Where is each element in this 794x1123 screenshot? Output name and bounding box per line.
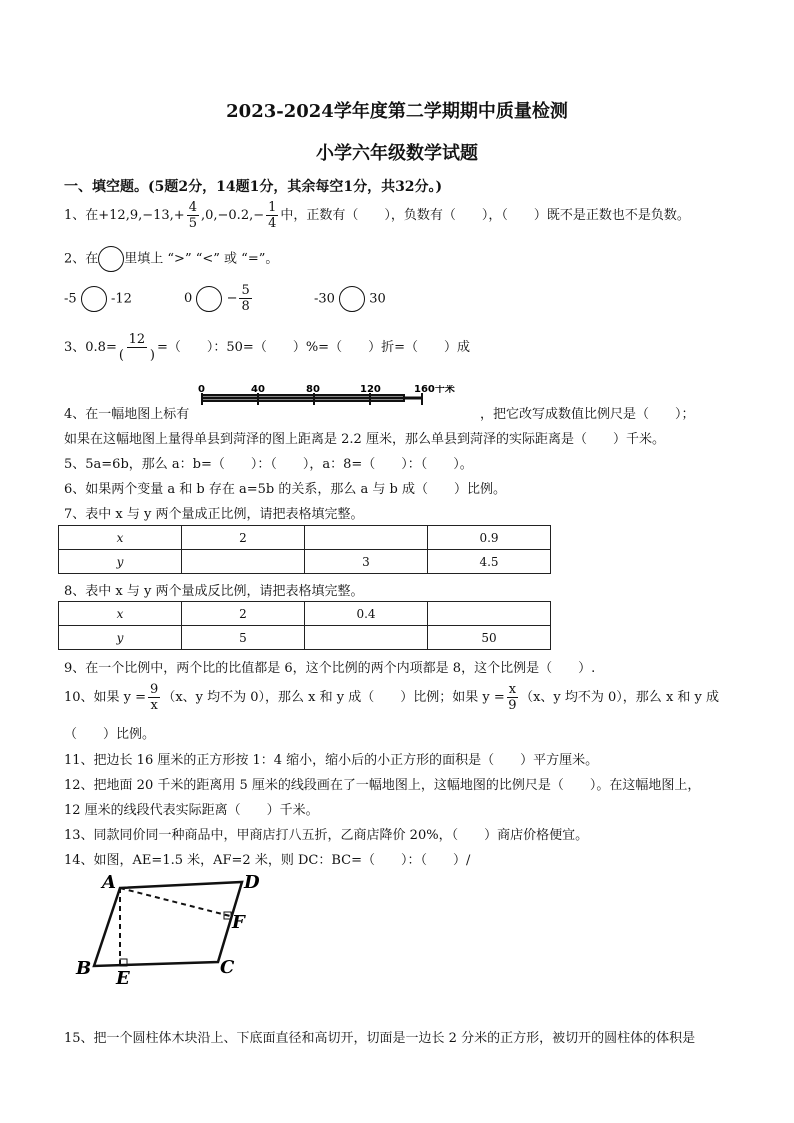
cell bbox=[182, 550, 305, 574]
point-label: D bbox=[244, 872, 260, 893]
fraction: $\frac{5}{8}$ bbox=[241, 283, 250, 314]
point-label: A bbox=[102, 872, 116, 893]
cell bbox=[305, 526, 428, 550]
table-row bbox=[59, 526, 551, 550]
question-13: 13、同款同价同一种商品中，甲商店打八五折，乙商店降价 20%，（ ）商店价格便宜。 bbox=[64, 828, 589, 843]
scale-tick: 40 bbox=[251, 385, 265, 395]
question-4: 4、在一幅地图上标有 bbox=[64, 407, 190, 422]
compare-c: -30 30 bbox=[314, 286, 386, 313]
scale-tick: 80 bbox=[306, 385, 320, 395]
fraction: $\frac{9}{x}$ bbox=[150, 682, 159, 713]
point-label: E bbox=[116, 968, 130, 989]
cell: 2 bbox=[182, 526, 305, 550]
parallelogram-figure bbox=[64, 870, 274, 990]
compare-b: 0 − $\frac{5}{8}$ bbox=[184, 283, 250, 314]
question-7: 7、表中 x 与 y 两个量成正比例，请把表格填完整。 bbox=[64, 507, 364, 522]
exam-title: 2023-2024学年度第二学期期中质量检测 bbox=[226, 101, 568, 122]
question-8: 8、表中 x 与 y 两个量成反比例，请把表格填完整。 bbox=[64, 584, 364, 599]
answer-circle[interactable] bbox=[81, 286, 107, 312]
scale-bar bbox=[196, 385, 486, 415]
cell: 0.4 bbox=[305, 602, 428, 626]
question-1: 1、在+12,9,−13,+ $\frac{4}{5}$ ,0,−0.2,− $\frac{1}{4}$ 中，正数有（ ），负数有（ ），（ ）既不是正数也不是负数。 bbox=[64, 200, 690, 231]
cell: 5 bbox=[182, 626, 305, 650]
section-heading: 一、填空题。(5题2分，14题1分，其余每空1分，共32分。) bbox=[64, 179, 443, 195]
answer-circle[interactable] bbox=[196, 286, 222, 312]
cell: 0.9 bbox=[428, 526, 551, 550]
question-10-line2: （ ）比例。 bbox=[64, 727, 156, 742]
question-4-line2: 如果在这幅地图上量得单县到菏泽的图上距离是 2.2 厘米，那么单县到菏泽的实际距离是（ ）千米。 bbox=[64, 432, 665, 447]
table-row bbox=[59, 602, 551, 626]
cell: 2 bbox=[182, 602, 305, 626]
cell bbox=[428, 602, 551, 626]
table-row bbox=[59, 550, 551, 574]
cell-header: y bbox=[59, 626, 182, 650]
scale-tick: 120 bbox=[360, 385, 381, 395]
fraction: $\frac{x}{9}$ bbox=[508, 682, 517, 713]
question-9: 9、在一个比例中，两个比的比值都是 6，这个比例的两个内项都是 8，这个比例是（ ）. bbox=[64, 661, 596, 676]
table-q8 bbox=[58, 601, 551, 650]
fraction: $\frac{4}{5}$ bbox=[188, 200, 197, 231]
cell-header: x bbox=[59, 526, 182, 550]
cell-header: y bbox=[59, 550, 182, 574]
question-4-cont: ，把它改写成数值比例尺是（ ）； bbox=[480, 407, 695, 422]
question-15: 15、把一个圆柱体木块沿上、下底面直径和高切开，切面是一边长 2 分米的正方形，被切开的圆柱体的体积是 bbox=[64, 1031, 696, 1046]
question-12: 12、把地面 20 千米的距离用 5 厘米的线段画在了一幅地图上，这幅地图的比例尺是（ ）。在这幅地图上， bbox=[64, 778, 701, 793]
answer-circle[interactable] bbox=[98, 246, 124, 272]
question-14: 14、如图，AE=1.5 米，AF=2 米，则 DC：BC=（ ）：（ ）/ bbox=[64, 853, 471, 868]
question-12-line2: 12 厘米的线段代表实际距离（ ）千米。 bbox=[64, 803, 319, 818]
point-label: C bbox=[220, 957, 235, 978]
cell: 4.5 bbox=[428, 550, 551, 574]
exam-subtitle: 小学六年级数学试题 bbox=[316, 143, 478, 164]
scale-tick: 160千米 bbox=[414, 385, 455, 395]
question-3: 3、0.8= $\frac{12}{( )}$ =（ ）：50=（ ）%=（ ）折=（ ）成 bbox=[64, 332, 470, 363]
table-q7 bbox=[58, 525, 551, 574]
question-5: 5、5a=6b，那么 a：b=（ ）：（ ），a：8=（ ）：（ ）。 bbox=[64, 457, 473, 472]
cell-header: x bbox=[59, 602, 182, 626]
point-label: F bbox=[232, 912, 245, 933]
cell: 50 bbox=[428, 626, 551, 650]
fraction: $\frac{12}{( )}$ bbox=[118, 332, 155, 363]
question-6: 6、如果两个变量 a 和 b 存在 a=5b 的关系，那么 a 与 b 成（ ）比例。 bbox=[64, 482, 506, 497]
point-label: B bbox=[76, 958, 92, 979]
cell bbox=[305, 626, 428, 650]
cell: 3 bbox=[305, 550, 428, 574]
question-10: 10、如果 y = $\frac{9}{x}$ （x、y 均不为 0），那么 x 和 y 成（ ）比例；如果 y = $\frac{x}{9}$ （x、y 均不为 0），那么 x 和 y 成 bbox=[64, 682, 720, 713]
scale-tick: 0 bbox=[198, 385, 205, 395]
answer-circle[interactable] bbox=[339, 286, 365, 312]
table-row bbox=[59, 626, 551, 650]
fraction: $\frac{1}{4}$ bbox=[268, 200, 277, 231]
question-11: 11、把边长 16 厘米的正方形按 1：4 缩小，缩小后的小正方形的面积是（ ）平方厘米。 bbox=[64, 753, 599, 768]
question-2: 2、在 里填上 “>” “<” 或 “=”。 bbox=[64, 246, 278, 273]
compare-a: -5 -12 bbox=[64, 286, 132, 313]
